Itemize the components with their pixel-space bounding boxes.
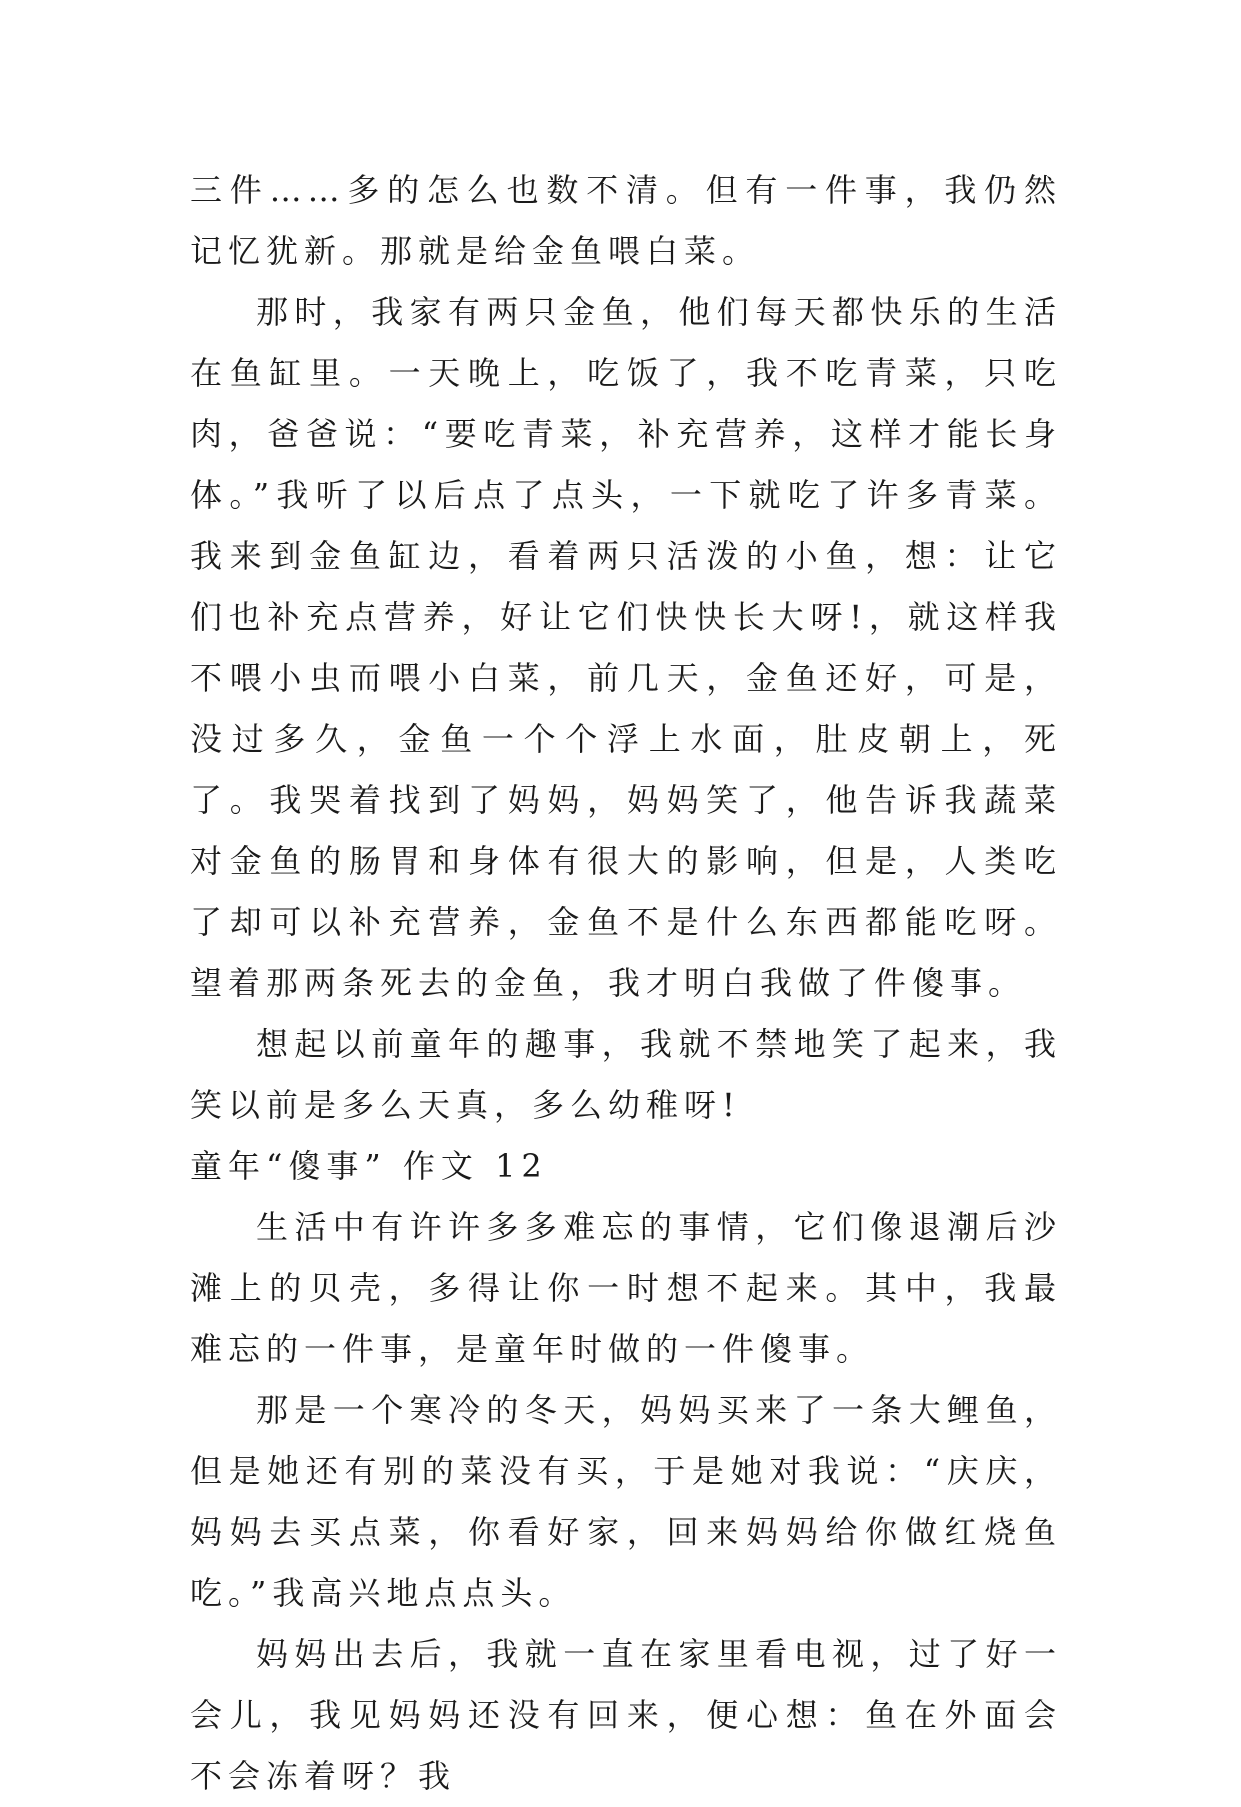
document-body: [190, 160, 1062, 1807]
paragraph: 那是一个寒冷的冬天，妈妈买来了一条大鲤鱼，但是她还有别的菜没有买，于是她对我说：“庆庆，妈妈去买点菜，你看好家，回来妈妈给你做红烧鱼吃。”我高兴地点点头。: [190, 1391, 1062, 1612]
paragraph: 那时，我家有两只金鱼，他们每天都快乐的生活在鱼缸里。一天晚上，吃饭了，我不吃青菜，只吃肉，爸爸说：“要吃青菜，补充营养，这样才能长身体。”我听了以后点了点头，一下就吃了许多青菜。我来到金鱼缸边，看着两只活泼的小鱼，想：让它们也补充点营养，好让它们快快长大呀!，就这样我不喂小虫而喂小白菜，前几天，金鱼还好，可是，没过多久，金鱼一个个浮上水面，肚皮朝上，死了。我哭着找到了妈妈，妈妈笑了，他告诉我蔬菜对金鱼的肠胃和身体有很大的影响，但是，人类吃了却可以补充营养，金鱼不是什么东西都能吃呀。望着那两条死去的金鱼，我才明白我做了件傻事。: [190, 293, 1062, 1002]
paragraph: 妈妈出去后，我就一直在家里看电视，过了好一会儿，我见妈妈还没有回来，便心想：鱼在外面会不会冻着呀？我: [190, 1635, 1062, 1795]
paragraph: 想起以前童年的趣事，我就不禁地笑了起来，我笑以前是多么天真，多么幼稚呀!: [190, 1025, 1062, 1124]
paragraph: 三件……多的怎么也数不清。但有一件事，我仍然记忆犹新。那就是给金鱼喂白菜。: [190, 171, 1062, 270]
essay-heading: 童年“傻事” 作文 12: [190, 1147, 548, 1185]
paragraph: 生活中有许许多多难忘的事情，它们像退潮后沙滩上的贝壳，多得让你一时想不起来。其中，我最难忘的一件事，是童年时做的一件傻事。: [190, 1208, 1062, 1368]
